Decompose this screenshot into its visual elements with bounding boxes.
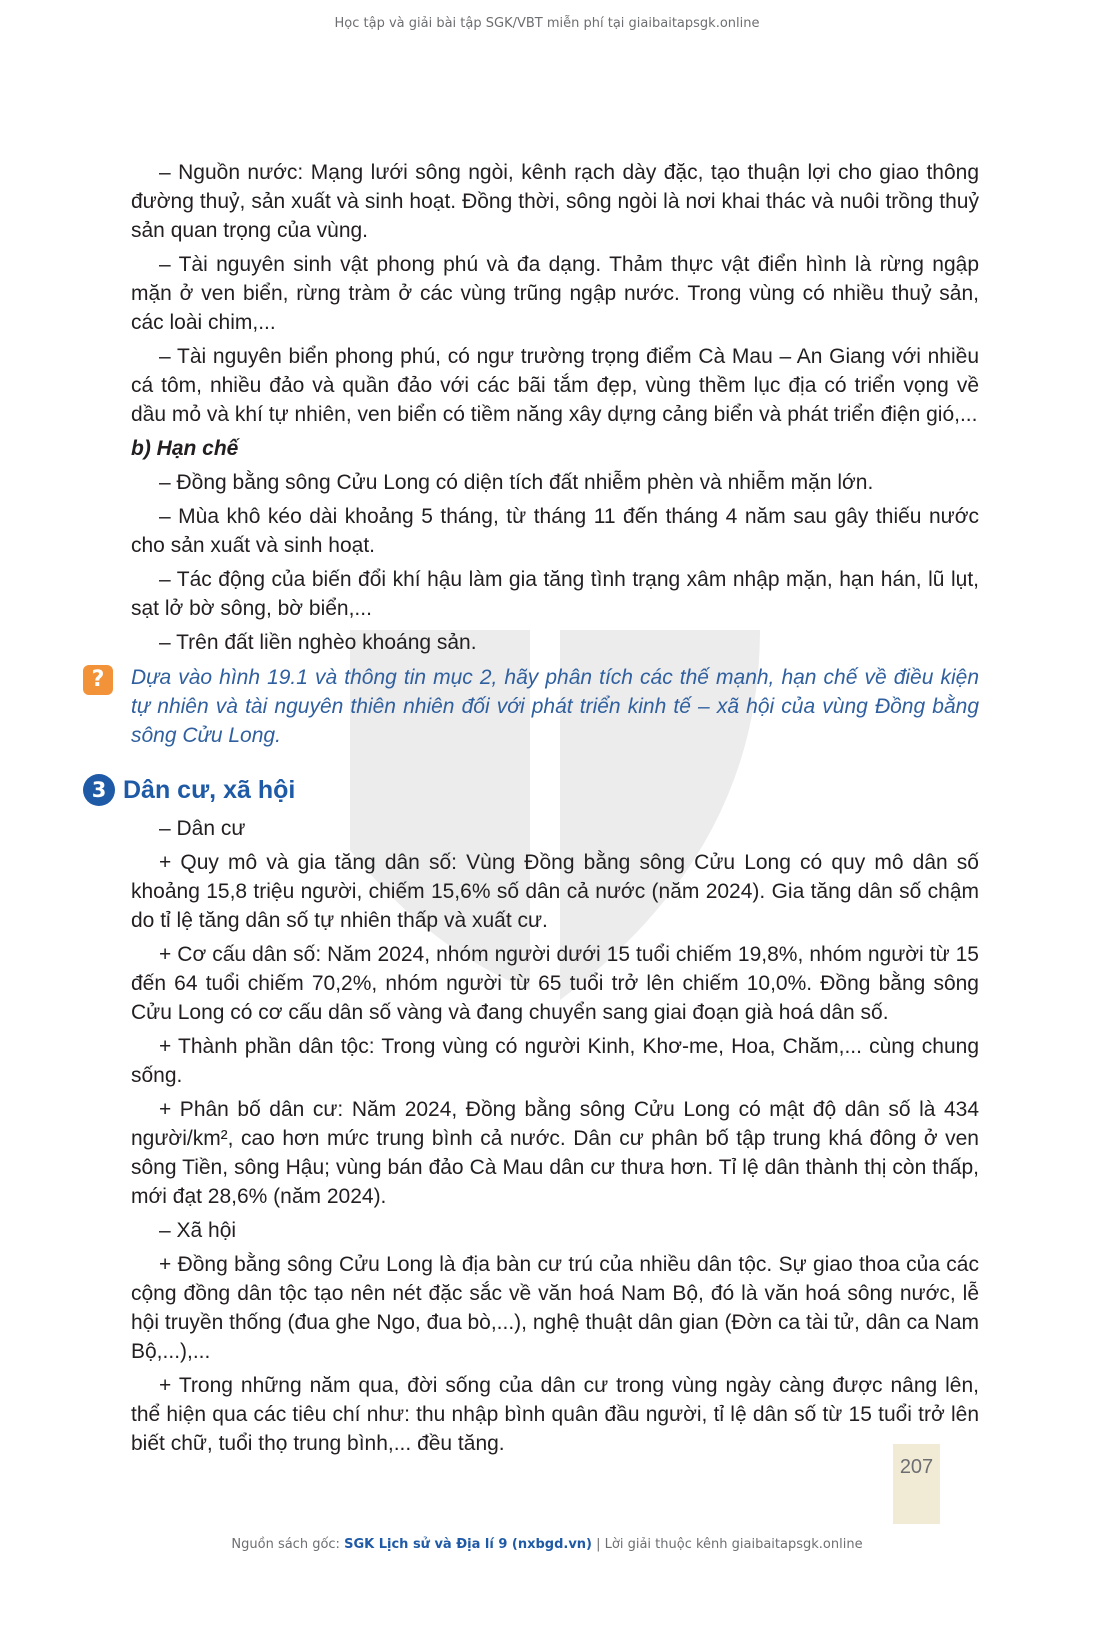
limitation-item: – Đồng bằng sông Cửu Long có diện tích đất nhiễm phèn và nhiễm mặn lớn. xyxy=(159,471,874,494)
section-title: Dân cư, xã hội xyxy=(123,776,296,804)
society-label: – Xã hội xyxy=(159,1219,237,1242)
header-note: Học tập và giải bài tập SGK/VBT miễn phí tại giaibaitapsgk.online xyxy=(334,16,760,31)
limitation-item: – Mùa khô kéo dài khoảng 5 tháng, từ tháng 11 đến tháng 4 năm sau gây thiếu nước cho sản xuất và sinh hoạt. xyxy=(131,505,979,557)
subheading-limitations: b) Hạn chế xyxy=(131,437,239,460)
limitation-item: – Trên đất liền nghèo khoáng sản. xyxy=(159,631,477,654)
footer-suffix: | Lời giải thuộc kênh giaibaitapsgk.online xyxy=(592,1537,863,1552)
question-mark-icon: ? xyxy=(83,665,113,695)
footer-prefix: Nguồn sách gốc: xyxy=(231,1537,345,1552)
section-heading xyxy=(91,772,979,808)
section-number-badge: 3 xyxy=(83,774,115,806)
society-item: + Trong những năm qua, đời sống của dân cư trong vùng ngày càng được nâng lên, thể hiện qua các tiêu chí như: thu nhập bình quân đầu người, tỉ lệ dân số từ 15 tuổi trở lên biết chữ, tuổi thọ trung bình,... đều tăng. xyxy=(131,1374,979,1455)
page-number: 207 xyxy=(899,1456,934,1478)
population-item: + Thành phần dân tộc: Trong vùng có người Kinh, Khơ-me, Hoa, Chăm,... cùng chung sống. xyxy=(131,1035,979,1087)
population-item: + Cơ cấu dân số: Năm 2024, nhóm người dưới 15 tuổi chiếm 19,8%, nhóm người từ 15 đến 64 tuổi chiếm 70,2%, nhóm người từ 65 tuổi trở lên chiếm 10,0%. Đồng bằng sông Cửu Long có cơ cấu dân số vàng và đang chuyển sang giai đoạn già hoá dân số. xyxy=(131,943,979,1024)
paragraph-water-resources: – Nguồn nước: Mạng lưới sông ngòi, kênh rạch dày đặc, tạo thuận lợi cho giao thông đường thuỷ, sản xuất và sinh hoạt. Đồng thời, sông ngòi là nơi khai thác và nuôi trồng thuỷ sản quan trọng của vùng. xyxy=(131,161,979,242)
population-item: + Quy mô và gia tăng dân số: Vùng Đồng bằng sông Cửu Long có quy mô dân số khoảng 15,8 triệu người, chiếm 15,6% số dân cả nước (năm 2024). Gia tăng dân số chậm do tỉ lệ tăng dân số tự nhiên thấp và xuất cư. xyxy=(131,851,979,932)
paragraph-marine-resources: – Tài nguyên biển phong phú, có ngư trường trọng điểm Cà Mau – An Giang với nhiều cá tôm, nhiều đảo và quần đảo với các bãi tắm đẹp, vùng thềm lục địa có triển vọng về dầu mỏ và khí tự nhiên, ven biển có tiềm năng xây dựng cảng biển và phát triển điện gió,... xyxy=(131,345,979,426)
page-content xyxy=(91,158,979,1463)
footer-book-link[interactable]: SGK Lịch sử và Địa lí 9 (nxbgd.vn) xyxy=(344,1537,592,1552)
question-text: Dựa vào hình 19.1 và thông tin mục 2, hãy phân tích các thế mạnh, hạn chế về điều kiện tự nhiên và tài nguyên thiên nhiên đối với phát triển kinh tế – xã hội của vùng Đồng bằng sông Cửu Long. xyxy=(131,666,979,747)
society-item: + Đồng bằng sông Cửu Long là địa bàn cư trú của nhiều dân tộc. Sự giao thoa của các cộng đồng dân tộc tạo nên nét đặc sắc về văn hoá Nam Bộ, đó là văn hoá sông nước, lễ hội truyền thống (đua ghe Ngo, đua bò,...), nghệ thuật dân gian (Đờn ca tài tử, dân ca Nam Bộ,...),... xyxy=(131,1253,979,1363)
limitation-item: – Tác động của biến đổi khí hậu làm gia tăng tình trạng xâm nhập mặn, hạn hán, lũ lụt, sạt lở bờ sông, bờ biển,... xyxy=(131,568,979,620)
paragraph-biological-resources: – Tài nguyên sinh vật phong phú và đa dạng. Thảm thực vật điển hình là rừng ngập mặn ở ven biển, rừng tràm ở các vùng trũng ngập nước. Trong vùng có nhiều thuỷ sản, các loài chim,... xyxy=(131,253,979,334)
population-item: + Phân bố dân cư: Năm 2024, Đồng bằng sông Cửu Long có mật độ dân số là 434 người/km², cao hơn mức trung bình cả nước. Dân cư phân bố tập trung khá đông ở ven sông Tiền, sông Hậu; vùng bán đảo Cà Mau dân cư thưa hơn. Tỉ lệ dân thành thị còn thấp, mới đạt 28,6% (năm 2024). xyxy=(131,1098,979,1208)
question-box xyxy=(91,663,979,750)
footer-note xyxy=(0,1537,1094,1552)
population-label: – Dân cư xyxy=(159,817,246,840)
